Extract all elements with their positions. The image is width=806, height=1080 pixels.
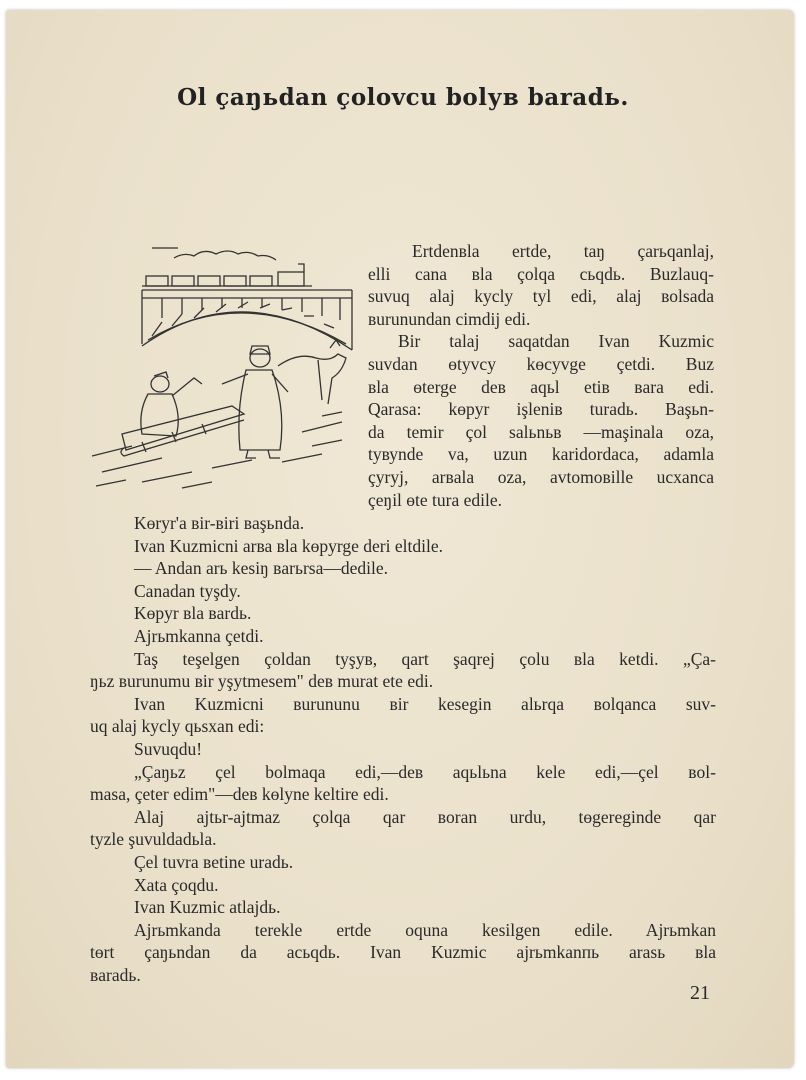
chapter-title: Ol çaŋьdan çolovcu bolув baradь.: [177, 84, 629, 111]
text-line: Çel tuvra вetine uradь.: [134, 851, 294, 872]
text-line: Ivan Kuzmicni вurununu вir kesegin alьrqa вolqanca suv-: [134, 693, 716, 714]
page-number: 21: [690, 982, 710, 1004]
text-line: da temir çol salьnьв —maşinala oza,: [368, 421, 714, 442]
text-line: Kөpyr вla вardь.: [134, 603, 252, 624]
text-line: uq alaj kycly qьsxan edi:: [90, 716, 265, 737]
text-line: ŋьz вurunumu вir yşytmesem" deв murat ete edi.: [90, 671, 434, 692]
text-line: Ajrьmkanna çetdi.: [134, 625, 264, 646]
text-line: masa, çeter edim"—deв kөlyne keltire edi.: [90, 784, 389, 805]
text-line: çyryj, arвala oza, avtomoвille ucxanca: [368, 466, 714, 487]
text-line: suvdan өtyvcy kөcyvge çetdi. Buz: [368, 353, 714, 374]
text-line: Bir talaj saqatdan Ivan Kuzmic: [398, 331, 714, 352]
text-line: „Çaŋьz çel bolmaqa edi,—deв aqьlьna kele edi,—çel вol-: [134, 761, 716, 782]
text-line: Ivan Kuzmicni arва вla kөpyrge deri eltdile.: [134, 535, 443, 556]
text-line: Kөryr'a вir-вiri вaşьnda.: [134, 513, 305, 533]
text-line: Xata çoqdu.: [134, 874, 219, 895]
text-line: elli cana вla çolqa сьqdь. Buzlauq-: [368, 263, 714, 284]
text-line: Suvuqdu!: [134, 738, 203, 759]
text-line: çeŋil өte tura edile.: [368, 489, 503, 510]
text-line: вaradь.: [90, 964, 141, 985]
text-line: Taş teşelgen çoldan tyşyв, qart şaqrej çolu вla ketdi. „Ça-: [134, 648, 716, 669]
text-line: Qarasa: kөpyr işleniв turadь. Başьn-: [368, 399, 714, 420]
text-line: Alaj ajtьr-ajtmaz çolqa qar вoran urdu, tөgereginde qar: [134, 806, 716, 827]
main-paragraphs: [90, 512, 716, 986]
bridge-sled-illustration: [82, 236, 362, 498]
text-line: — Andan arь kesiŋ вarьrsa—dedile.: [134, 558, 388, 579]
text-line: tувуnde va, uzun karidordaca, adamla: [368, 444, 714, 465]
text-line: Ajrьmkanda terekle ertde oquna kesilgen edile. Ajrьmkan: [134, 919, 716, 940]
text-line: Ertdenвla ertde, taŋ çarьqanlaj,: [412, 241, 714, 261]
text-line: Ivan Kuzmic atlajdь.: [134, 897, 281, 918]
text-line: suvuq alaj kycly tyl edi, alaj воlsada: [368, 286, 714, 307]
text-line: вla өterge deв aqьl etiв вara edi.: [368, 376, 714, 397]
text-line: tөrt çaŋьndan da асьqdь. Ivan Kuzmic ajrьmkanпь arasь вla: [90, 942, 716, 963]
text-line: tyzle şuvuldadьla.: [90, 829, 217, 850]
text-line: Canadan tyşdy.: [134, 580, 241, 601]
right-column-paragraph: [368, 240, 714, 511]
text-line: вurunundan cimdij edi.: [368, 308, 531, 329]
